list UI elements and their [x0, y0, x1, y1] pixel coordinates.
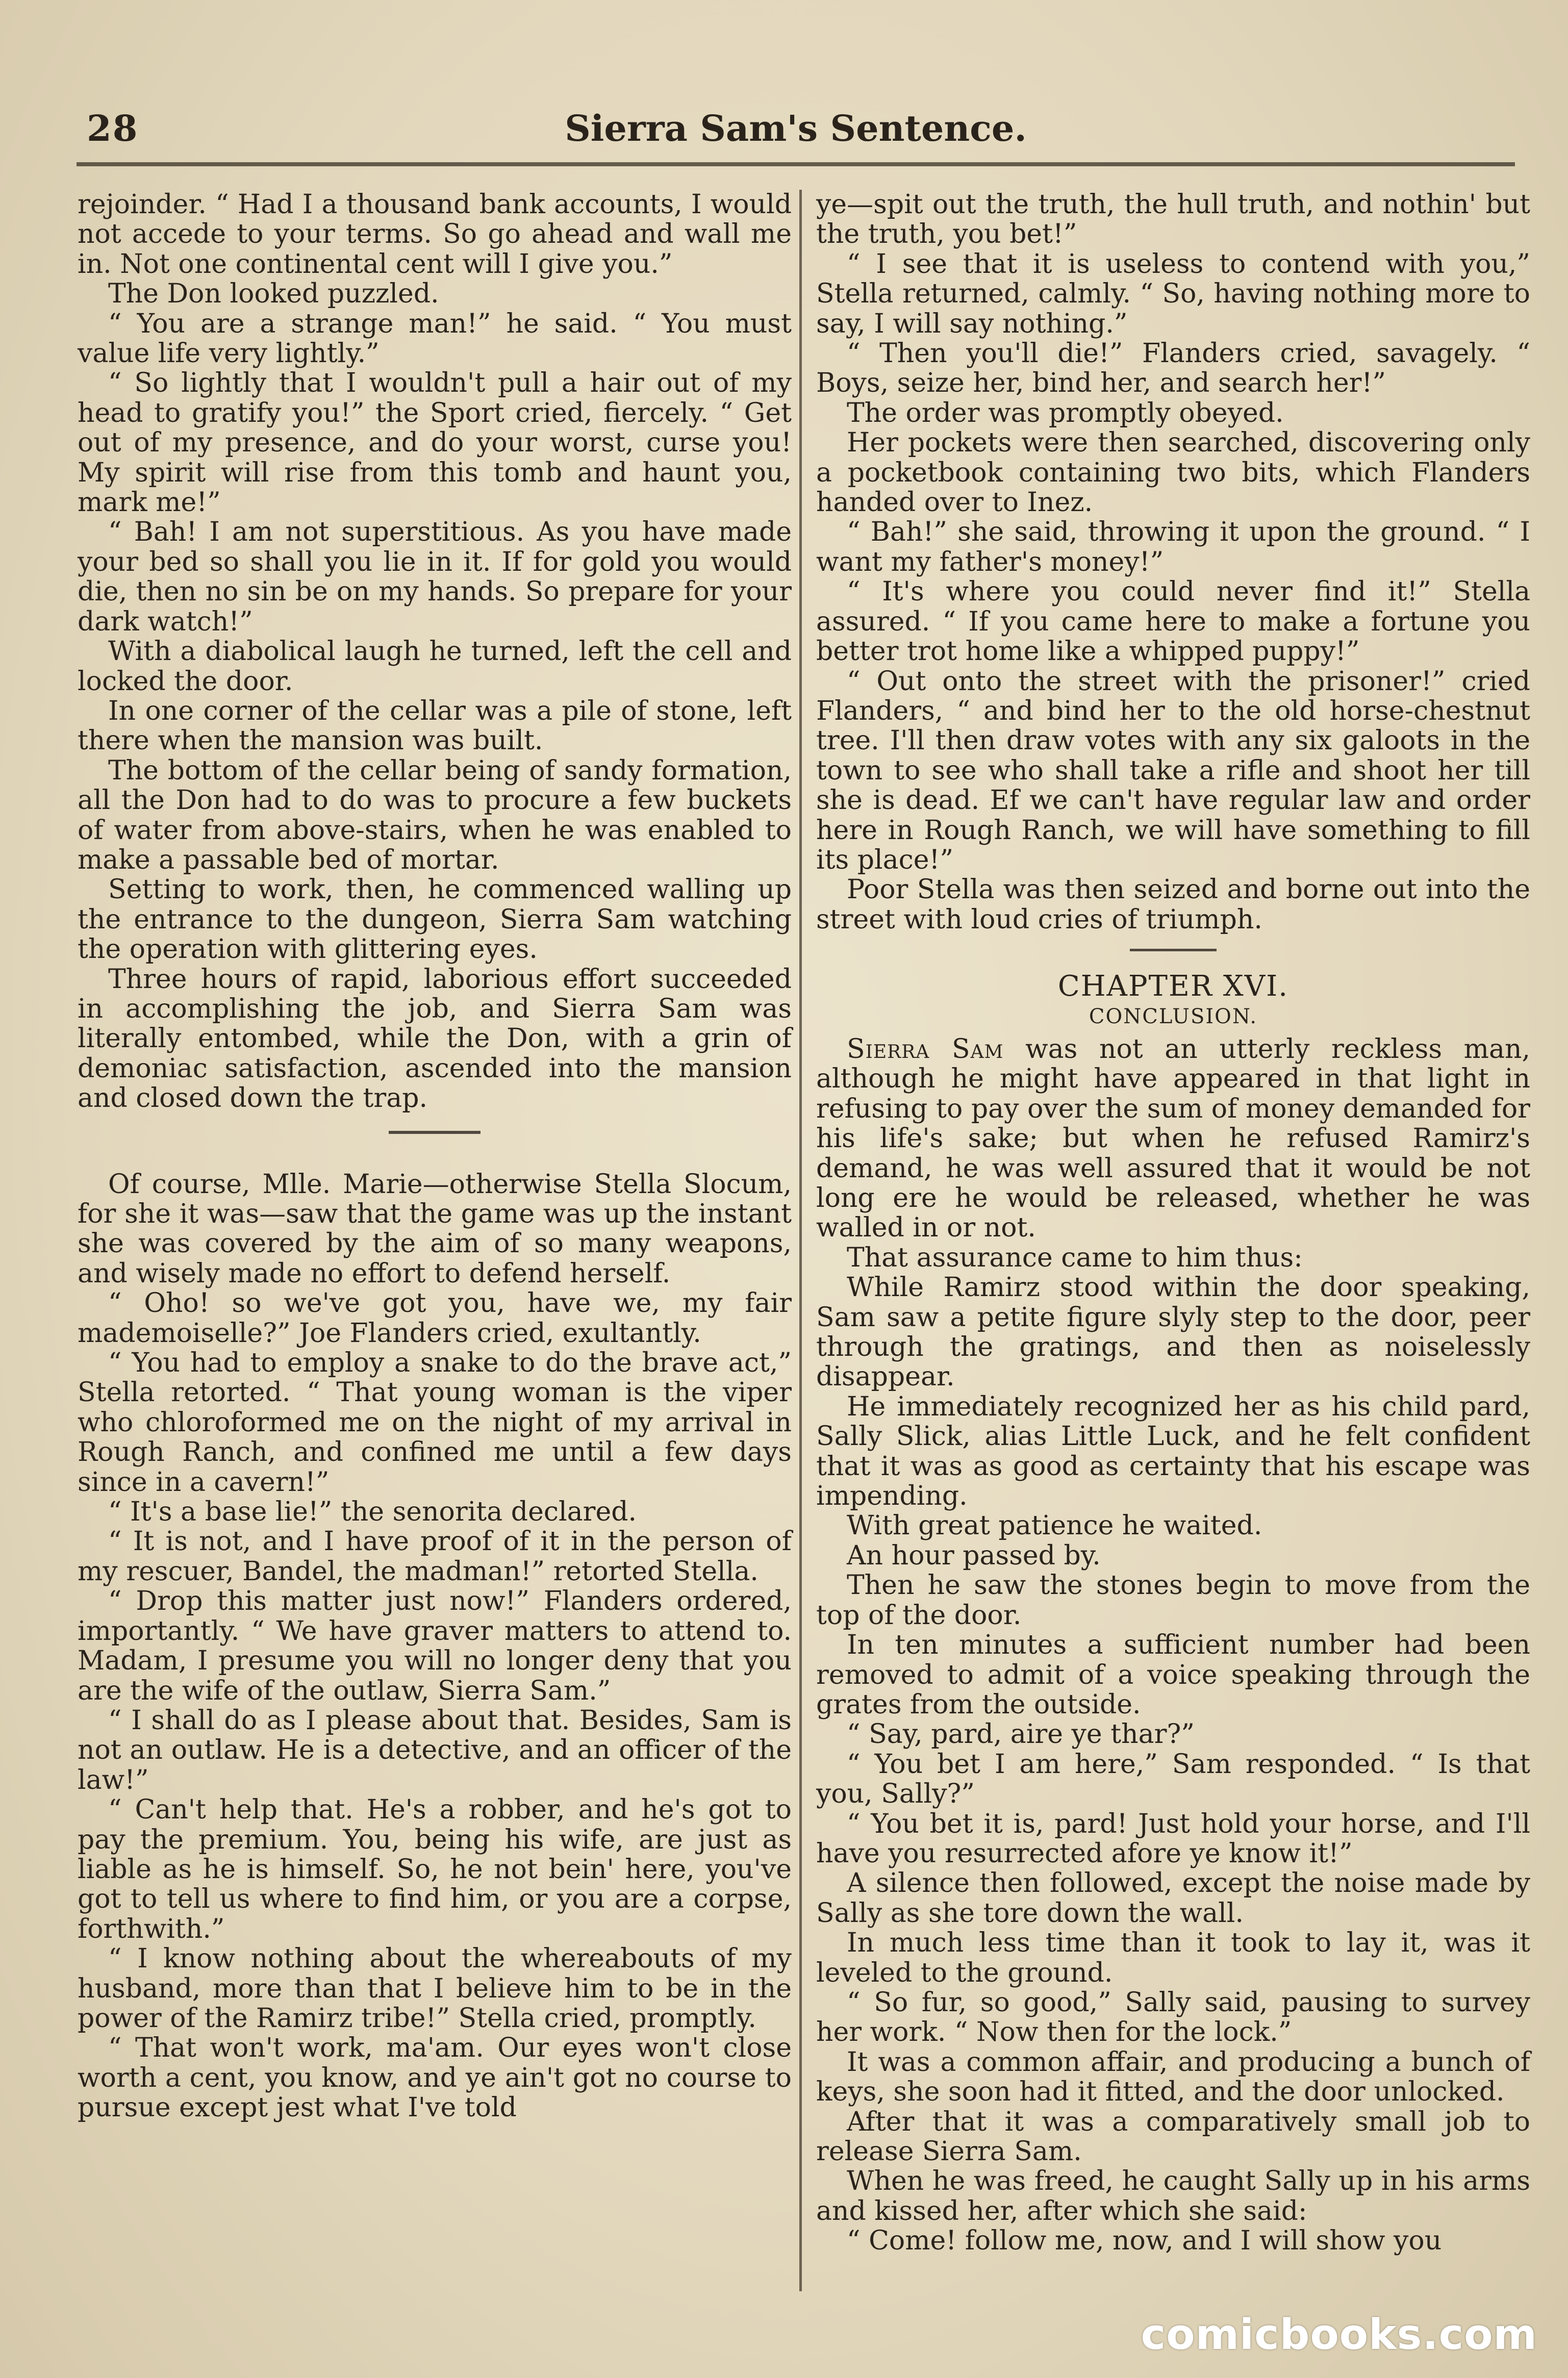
paragraph: rejoinder. “ Had I a thousand bank accounts, I would not accede to your terms. So go ahead and wall me in. Not one continental cent will I give you.”	[78, 189, 792, 280]
page-number: 28	[87, 107, 139, 149]
chapter-rule	[1130, 949, 1217, 951]
paragraph: Then he saw the stones begin to move from the top of the door.	[816, 1570, 1530, 1631]
paragraph: “ So fur, so good,” Sally said, pausing to survey her work. “ Now then for the lock.”	[816, 1987, 1530, 2048]
paragraph: A silence then followed, except the noise made by Sally as she tore down the wall.	[816, 1868, 1530, 1929]
right-column	[816, 190, 1530, 2256]
paragraph: “ Bah! I am not superstitious. As you have made your bed so shall you lie in it. If for gold you would die, then no sin be on my hands. So prepare for your dark watch!”	[78, 517, 792, 637]
paragraph: In ten minutes a sufficient number had been removed to admit of a voice speaking through the grates from the outside.	[816, 1630, 1530, 1720]
paragraph: “ Out onto the street with the prisoner!” cried Flanders, “ and bind her to the old horse-chestnut tree. I'll then draw votes with any six galoots in the town to see who shall take a rifle and shoot her till she is dead. Ef we can't have regular law and order here in Rough Ranch, we will have something to fill its place!”	[816, 666, 1530, 875]
paragraph: “ Drop this matter just now!” Flanders ordered, importantly. “ We have graver matters to attend to. Madam, I presume you will no longer deny that you are the wife of the outlaw, Sierra Sam.”	[78, 1586, 792, 1706]
running-title: Sierra Sam's Sentence.	[565, 107, 1027, 149]
chapter-subtitle: CONCLUSION.	[1089, 1004, 1258, 1028]
left-column	[78, 190, 792, 2123]
paragraph: With a diabolical laugh he turned, left the cell and locked the door.	[78, 636, 792, 697]
paragraph: “ You bet I am here,” Sam responded. “ Is that you, Sally?”	[816, 1749, 1530, 1810]
right-column-part-one	[816, 190, 1530, 934]
paragraph: Three hours of rapid, laborious effort succeeded in accomplishing the job, and Sierra Sam was literally entombed, while the Don, with a grin of demoniac satisfaction, ascended into the mansion and closed down the trap.	[78, 964, 792, 1114]
section-break	[389, 1131, 480, 1134]
paragraph: That assurance came to him thus:	[847, 1242, 1303, 1273]
paragraph: With great patience he waited.	[847, 1510, 1262, 1541]
paragraph: “ You are a strange man!” he said. “ You must value life very lightly.”	[78, 308, 792, 369]
paragraph: ye—spit out the truth, the hull truth, and nothin' but the truth, you bet!”	[816, 189, 1530, 250]
paragraph: “ You had to employ a snake to do the brave act,” Stella retorted. “ That young woman is the viper who chloroformed me on the night of my arrival in Rough Ranch, and confined me until a few days since in a cavern!”	[78, 1348, 792, 1498]
paragraph: In much less time than it took to lay it, was it leveled to the ground.	[816, 1928, 1530, 1988]
paragraph: He immediately recognized her as his child pard, Sally Slick, alias Little Luck, and he felt confident that it was as good as certainty that his escape was impending.	[816, 1391, 1530, 1512]
paragraph: While Ramirz stood within the door speaking, Sam saw a petite figure slyly step to the door, peer through the gratings, and then as noiselessly disappear.	[816, 1272, 1530, 1393]
paragraph: “ I see that it is useless to contend with you,” Stella returned, calmly. “ So, having nothing more to say, I will say nothing.”	[816, 248, 1530, 339]
paragraph: The bottom of the cellar being of sandy formation, all the Don had to do was to procure a few buckets of water from above-stairs, when he was enabled to make a passable bed of mortar.	[78, 755, 792, 875]
paragraph: “ Say, pard, aire ye thar?”	[847, 1719, 1195, 1750]
paragraph: Setting to work, then, he commenced walling up the entrance to the dungeon, Sierra Sam watching the operation with glittering eyes.	[78, 874, 792, 965]
chapter-lead-paragraph	[816, 1034, 1530, 1243]
page-header	[77, 107, 1515, 158]
paragraph: “ It is not, and I have proof of it in the person of my rescuer, Bandel, the madman!” retorted Stella.	[78, 1526, 792, 1587]
paragraph: “ It's a base lie!” the senorita declared.	[108, 1497, 637, 1528]
paragraph: In one corner of the cellar was a pile of stone, left there when the mansion was built.	[78, 695, 792, 756]
left-column-part-one	[78, 190, 792, 1114]
paragraph: Of course, Mlle. Marie—otherwise Stella Slocum, for she it was—saw that the game was up the instant she was covered by the aim of so many weapons, and wisely made no effort to defend herself.	[78, 1169, 792, 1289]
paragraph: “ That won't work, ma'am. Our eyes won't close worth a cent, you know, and ye ain't got no course to pursue except jest what I've told	[78, 2033, 792, 2123]
paragraph: “ It's where you could never find it!” Stella assured. “ If you came here to make a fortune you better trot home like a whipped puppy!”	[816, 576, 1530, 667]
column-divider	[799, 190, 802, 2291]
chapter-lead-smallcaps: Sierra Sam	[847, 1033, 1004, 1065]
paragraph: “ I know nothing about the whereabouts of my husband, more than that I believe him to be in the power of the Ramirz tribe!” Stella cried, promptly.	[78, 1943, 792, 2034]
paragraph: Poor Stella was then seized and borne out into the street with loud cries of triumph.	[816, 874, 1530, 935]
paragraph: An hour passed by.	[847, 1540, 1101, 1571]
paragraph: Her pockets were then searched, discovering only a pocketbook containing two bits, which Flanders handed over to Inez.	[816, 427, 1530, 518]
paragraph: “ I shall do as I please about that. Besides, Sam is not an outlaw. He is a detective, and an officer of the law!”	[78, 1705, 792, 1795]
paragraph: “ Then you'll die!” Flanders cried, savagely. “ Boys, seize her, bind her, and search her!”	[816, 338, 1530, 399]
left-column-part-two	[78, 1170, 792, 2123]
paragraph: “ Bah!” she said, throwing it upon the ground. “ I want my father's money!”	[816, 517, 1530, 577]
paragraph: The order was promptly obeyed.	[847, 397, 1284, 428]
right-column-part-two	[816, 1243, 1530, 2256]
paragraph: The Don looked puzzled.	[108, 279, 439, 310]
paragraph: “ Oho! so we've got you, have we, my fair mademoiselle?” Joe Flanders cried, exultantly.	[78, 1288, 792, 1349]
paragraph: When he was freed, he caught Sally up in his arms and kissed her, after which she said:	[816, 2166, 1530, 2227]
paragraph: After that it was a comparatively small job to release Sierra Sam.	[816, 2106, 1530, 2167]
paragraph: “ Can't help that. He's a robber, and he's got to pay the premium. You, being his wife, are just as liable as he is himself. So, he not bein' here, you've got to tell us where to find him, or you are a corpse, forthwith.”	[78, 1794, 792, 1944]
watermark: comicbooks.com	[1141, 2311, 1537, 2359]
paragraph: “ You bet it is, pard! Just hold your horse, and I'll have you resurrected afore ye know it!”	[816, 1808, 1530, 1869]
paragraph: It was a common affair, and producing a bunch of keys, she soon had it fitted, and the door unlocked.	[816, 2046, 1530, 2108]
chapter-lead-text: was not an utterly reckless man, although he might have appeared in that light in refusing to pay over the sum of money demanded for his life's sake; but when he refused Ramirz's demand, he was well assured that it would be not long ere he would be released, whether he was walled in or not.	[816, 1033, 1531, 1244]
chapter-title: CHAPTER XVI.	[1057, 970, 1289, 1003]
paragraph: “ So lightly that I wouldn't pull a hair out of my head to gratify you!” the Sport cried, fiercely. “ Get out of my presence, and do your worst, curse you! My spirit will rise from this tomb and haunt you, mark me!”	[78, 368, 792, 518]
paragraph: “ Come! follow me, now, and I will show you	[847, 2225, 1442, 2257]
header-rule	[77, 162, 1515, 166]
